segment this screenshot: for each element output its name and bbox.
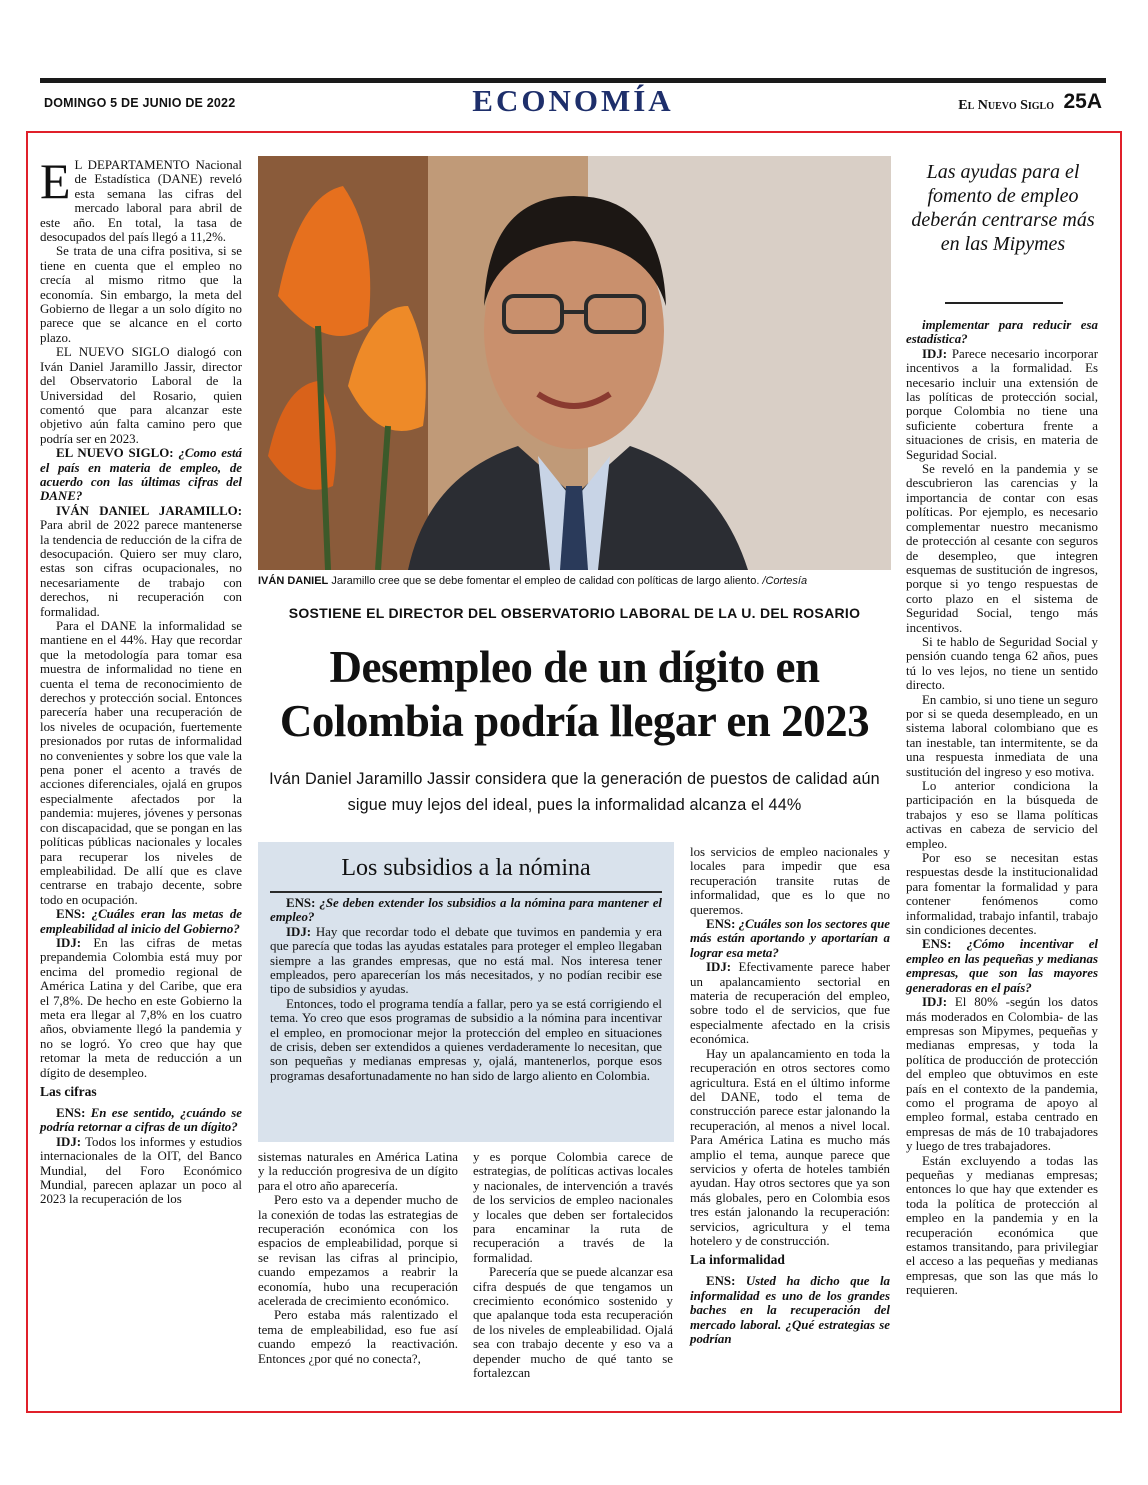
pull-quote: Las ayudas para el fomento de empleo deberán centrarse más en las Mipymes	[911, 161, 1095, 255]
headline: Desempleo de un dígito en Colombia podría llegar en 2023	[279, 642, 870, 746]
question: ENS: ¿Se deben extender los subsidios a la nómina para mantener el empleo?	[270, 896, 662, 925]
photo-caption: IVÁN DANIEL Jaramillo cree que se debe fomentar el empleo de calidad con políticas de largo aliento. /Cortesía	[258, 575, 808, 587]
question: ENS: En ese sentido, ¿cuándo se podría retornar a cifras de un dígito?	[40, 1106, 242, 1135]
paragraph: Se trata de una cifra positiva, si se tiene en cuenta que el empleo no crecía al mismo ritmo que la economía. Sin embargo, la meta del Gobierno de llegar a un solo dígito no parece que se alcance en el corto plazo.	[40, 244, 242, 345]
answer: IDJ: Todos los informes y estudios internacionales de la OIT, del Banco Mundial, del Foro Económico Mundial, parecen aplazar un poco al 2023 la recuperación de los	[40, 1134, 242, 1207]
page-header	[40, 78, 1106, 122]
kicker: SOSTIENE EL DIRECTOR DEL OBSERVATORIO LABORAL DE LA U. DEL ROSARIO	[288, 605, 861, 621]
paragraph: En cambio, si uno tiene un seguro por si se queda desempleado, en un sistema laboral colombiano que es tan inestable, tan intermitente, se da una respuesta inmediata de una sustitución del ingreso y eso motiva.	[906, 692, 1098, 779]
question: ENS: Usted ha dicho que la informalidad es uno de los grandes baches en la recuperación del mercado laboral. ¿Qué estrategias se podrían	[690, 1274, 890, 1346]
paragraph: los servicios de empleo nacionales y locales para impedir que esa recuperación transite rutas de informalidad, que es lo que no queremos.	[690, 845, 890, 917]
column-3	[473, 1150, 673, 1381]
paragraph: Pero estaba más ralentizado el tema de empleabilidad, eso fue así cuando empezó la reactivación. Entonces ¿por qué no conecta?,	[258, 1308, 458, 1366]
answer: IDJ: El 80% -según los datos más moderados en Colombia- de las empresas son Mipymes, pequeñas y medianas empresas, y toda la política de producción de protección del empleo que obtuvimos en este país en el contexto de la pandemia, como el programa de apoyo al empleo formal, estaba centrado en empresas de más de 10 trabajadores y luego de tres trabajadores.	[906, 995, 1098, 1154]
portrait-photo	[258, 156, 891, 570]
question: EL NUEVO SIGLO: ¿Como está el país en materia de empleo, de acuerdo con las últimas cifras del DANE?	[40, 446, 243, 504]
issue-date: DOMINGO 5 DE JUNIO DE 2022	[44, 96, 236, 110]
paragraph: sistemas naturales en América Latina y la reducción progresiva de un dígito para el otro año aparecería.	[258, 1150, 458, 1193]
answer: IDJ: En las cifras de metas prepandemia Colombia está muy por encima del promedio regional de América Latina y del Caribe, que era el 7,8%. De hecho en este Gobierno la meta era llegar al 7,8% en los cuatro años, obviamente llegó la pandemia y no se logró. Yo creo que hay que retomar la meta de reducción a un dígito de desempleo.	[40, 935, 242, 1080]
sidebar-title: Los subsidios a la nómina	[341, 855, 591, 881]
deck: Iván Daniel Jaramillo Jassir considera que la generación de puestos de calidad aún sigue muy lejos del ideal, pues la informalidad alcanza el 44%	[269, 770, 880, 814]
section-title: ECONOMÍA	[472, 83, 674, 118]
question: ENS: ¿Cómo incentivar el empleo en las pequeñas y medianas empresas, que son las mayores generadoras en el país?	[906, 937, 1099, 995]
paragraph: Hay un apalancamiento en toda la recuperación en otros sectores como agricultura. Está en el último informe del DANE, todo el tema de construcción parece estar jalonando la recuperación, al menos a nivel local. Para América Latina es mucho más amplio el tema, aunque parece que servicios y oferta de hoteles también ayudan. Hay otros sectores que ya son más globales, pero en Colombia esos tres están jalonando la recuperación: servicios, agricultura y el tema hotelero y de construcción.	[690, 1046, 890, 1248]
column-5	[906, 318, 1098, 1298]
column-2	[258, 1150, 458, 1366]
question: ENS: ¿Cuáles son los sectores que más están aportando y aportarían a lograr esa meta?	[690, 917, 891, 960]
portrait-illustration	[258, 156, 891, 570]
paragraph: Por eso se necesitan estas respuestas desde la institucionalidad para fomentar la formalidad y para contener fenómenos como informalidad, trabajo infantil, trabajo sin condiciones decentes.	[906, 851, 1098, 938]
drop-cap: E	[40, 153, 71, 209]
column-4	[690, 845, 890, 1346]
paragraph: EL NUEVO SIGLO dialogó con Iván Daniel Jaramillo Jassir, director del Observatorio Laboral de la Universidad del Rosario, quien comentó que para alcanzar este objetivo aún falta camino pero que podría ser en 2023.	[40, 345, 242, 446]
answer: IDJ: Efectivamente parece haber un apalancamiento sectorial en materia de recuperación del empleo, sobre todo el de servicios, que fue especialmente afectado en la crisis económica.	[690, 960, 890, 1047]
paragraph: Están excluyendo a todas las pequeñas y medianas empresas; entonces lo que hay que extender es toda la política de protección al empleo en la pandemia y en la recuperación económica que estamos transitando, para privilegiar el acceso a las pequeñas y medianas empresas, que son las que más lo requieren.	[906, 1153, 1098, 1298]
sidebar-text	[270, 896, 662, 1083]
subhead: La informalidad	[690, 1252, 785, 1268]
newspaper-name: El Nuevo Siglo	[958, 98, 1054, 113]
paragraph: Pero esto va a depender mucho de la conexión de todas las estrategias de recuperación económica con los espacios de empleabilidad, porque si se revisan las cifras al principio, cuando empezamos a reabrir la economía, hubo una recuperación acelerada de crecimiento económico.	[258, 1193, 458, 1309]
pull-quote-rule	[945, 302, 1063, 304]
paragraph: y es porque Colombia carece de estrategias, de políticas activas locales y nacionales, de intervención a través de los servicios de empleo nacionales y locales que deben ser fortalecidos para encaminar la ruta de recuperación a través de la formalidad.	[473, 1150, 673, 1265]
answer: IDJ: Hay que recordar todo el debate que tuvimos en pandemia y era que parecía que todas las ayudas estatales para proteger el empleo llegaban siempre a las grandes empresas, que no está mal. Nos interesa tener empleados, pero aparecerían los más necesitados, y no podían recibir ese tipo de subsidios y ayudas.	[270, 924, 662, 997]
column-1	[40, 153, 243, 1207]
answer: IDJ: Parece necesario incorporar incentivos a la formalidad. Es necesario incluir una extensión de las políticas de protección social, porque Colombia no tiene una suficiente cobertura frente a situaciones de crisis, en materia de Seguridad Social.	[906, 346, 1098, 462]
page-number: 25A	[1063, 90, 1102, 113]
paragraph: Se reveló en la pandemia y se descubrieron las carencias y la importancia de contar con esas políticas. Por ejemplo, es necesario complementar nuestro mecanismo de protección al cesante con seguros de desempleo, que integren esquemas de sustitución de ingresos, porque si yo tengo respuestas de corto plazo en el sistema de Seguridad Social, tengo más incentivos.	[906, 462, 1098, 635]
lead-paragraph: E L DEPARTAMENTO Nacional de Estadística (DANE) reveló esta semana las cifras del mercado laboral para abril de este año. En total, la tasa de desocupados del país llegó a 11,2%.	[40, 153, 242, 245]
sidebar-rule	[270, 891, 662, 893]
answer: IVÁN DANIEL JARAMILLO: Para abril de 2022 parece mantenerse la tendencia de reducción de la cifra de desocupación. Quiero ser muy claro, estas son cifras ocupacionales, no necesariamente de trabajo con derechos, ni recuperación con formalidad.	[40, 503, 242, 619]
paragraph: Parecería que se puede alcanzar esa cifra después de que tengamos un crecimiento económico sostenido y que apalanque toda esta recuperación de los niveles de empleabilidad. Ojalá sea con trabajo decente y eso va a depender mucho de qué tanto se fortalezcan	[473, 1265, 673, 1381]
paragraph: Entonces, todo el programa tendía a fallar, pero ya se está corrigiendo el tema. Yo creo que esos programas de subsidio a la nómina para incentivar el empleo, en promocionar mejor la protección del empleo en situaciones de crisis, deben ser extendidos a quienes verdaderamente lo necesitan, que son pequeñas y medianas empresas y, ojalá, mantenerlos, porque esos programas desafortunadamente no han sido de largo aliento en Colombia.	[270, 996, 662, 1083]
subhead: Las cifras	[40, 1084, 97, 1099]
paragraph: Lo anterior condiciona la participación en la búsqueda de trabajos y eso se llama políticas activas en cabeza de servicio del empleo.	[906, 779, 1098, 851]
question: ENS: ¿Cuáles eran las metas de empleabilidad al inicio del Gobierno?	[40, 907, 242, 936]
paragraph: Para el DANE la informalidad se mantiene en el 44%. Hay que recordar que la metodología para tomar esa muestra de informalidad no tiene en cuenta el tema de reconocimiento de derechos y protección social. Entonces parecería haber una recuperación de los niveles de ocupación, fuertemente presionados por rutas de informalidad no convenientes y sobre los que vale la pena poner el acento a través de acciones diferenciales, ojalá en grupos especialmente afectados por la pandemia: mujeres, jóvenes y personas con discapacidad, que se pongan en las políticas públicas nacionales y locales para recuperar los niveles de empleabilidad. De allí que es clave centrarse en trabajo decente, sobre todo en ocupación.	[40, 619, 242, 907]
question-continued: implementar para reducir esa estadística?	[906, 318, 1098, 347]
paragraph: Si te hablo de Seguridad Social y pensión cuando tenga 62 años, pues tú lo ves lejos, no tiene un sentido directo.	[906, 634, 1098, 693]
